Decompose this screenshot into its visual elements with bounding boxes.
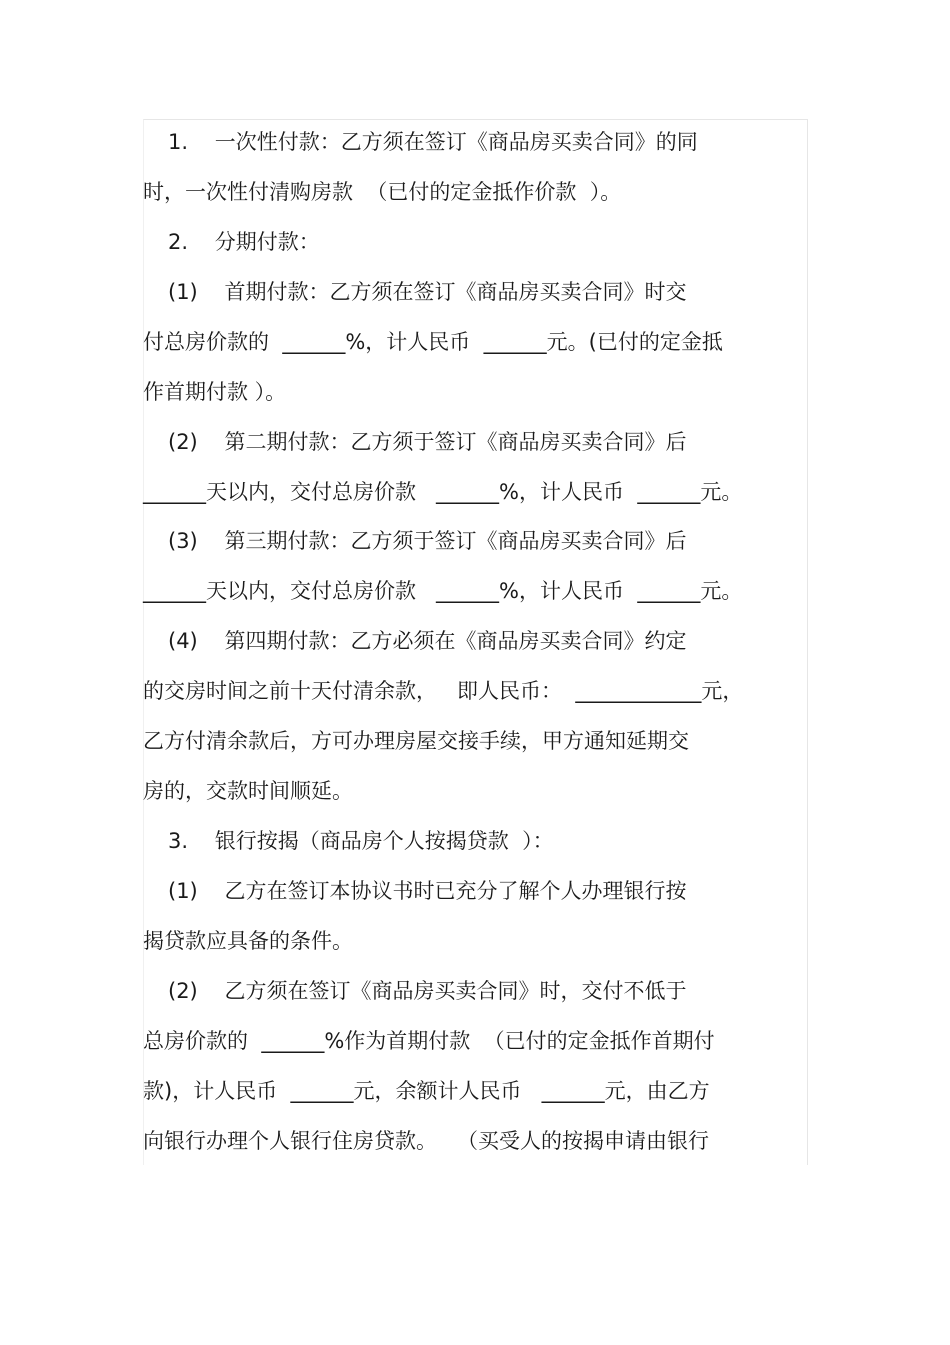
clause-2-4-line-3: 乙方付清余款后，方可办理房屋交接手续，甲方通知延期交	[143, 729, 689, 753]
clause-2-heading: 2. 分期付款：	[168, 230, 320, 254]
clause-3-2-line-1: (2) 乙方须在签订《商品房买卖合同》时，交付不低于	[168, 979, 687, 1003]
clause-3-heading: 3. 银行按揭（商品房个人按揭贷款 ）：	[168, 829, 554, 853]
clause-2-3-line-2: ______天以内，交付总房价款 ______%，计人民币 ______元。	[143, 579, 743, 603]
clause-1-line-2: 时，一次性付清购房款 （已付的定金抵作价款 ）。	[143, 180, 622, 204]
clause-2-1-line-2: 付总房价款的 ______%，计人民币 ______元。(已付的定金抵	[143, 330, 723, 354]
clause-2-1-line-3: 作首期付款 ）。	[143, 380, 287, 404]
clause-3-2-line-4: 向银行办理个人银行住房贷款。 （买受人的按揭申请由银行	[143, 1129, 710, 1153]
clause-2-4-line-2: 的交房时间之前十天付清余款， 即人民币： ____________元，	[143, 679, 744, 703]
clause-2-2-line-2: ______天以内，交付总房价款 ______%，计人民币 ______元。	[143, 480, 743, 504]
clause-3-1-line-1: (1) 乙方在签订本协议书时已充分了解个人办理银行按	[168, 879, 687, 903]
clause-3-2-line-2: 总房价款的 ______%作为首期付款 （已付的定金抵作首期付	[143, 1029, 715, 1053]
clause-3-1-line-2: 揭贷款应具备的条件。	[143, 929, 353, 953]
clause-1-line-1: 1. 一次性付款：乙方须在签订《商品房买卖合同》的同	[168, 130, 698, 154]
clause-3-2-line-3: 款)，计人民币 ______元，余额计人民币 ______元，由乙方	[143, 1079, 710, 1103]
clause-2-3-line-1: (3) 第三期付款：乙方须于签订《商品房买卖合同》后	[168, 529, 687, 553]
clause-2-4-line-1: (4) 第四期付款：乙方必须在《商品房买卖合同》约定	[168, 629, 687, 653]
clause-2-4-line-4: 房的，交款时间顺延。	[143, 779, 353, 803]
clause-2-1-line-1: (1) 首期付款：乙方须在签订《商品房买卖合同》时交	[168, 280, 687, 304]
clause-2-2-line-1: (2) 第二期付款：乙方须于签订《商品房买卖合同》后	[168, 430, 687, 454]
